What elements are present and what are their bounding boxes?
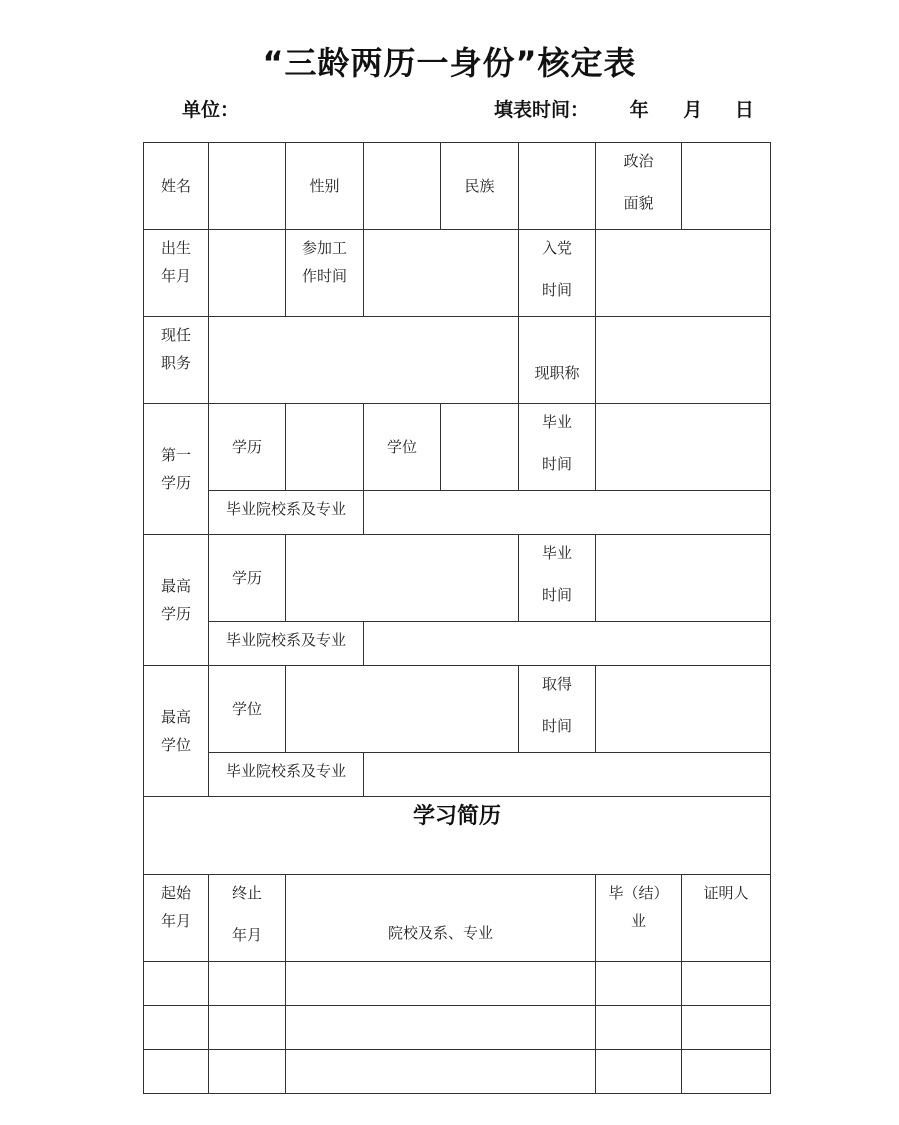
highest-grad-time-field[interactable] bbox=[596, 535, 771, 622]
verification-form-table bbox=[143, 142, 771, 1094]
school-major-cell[interactable] bbox=[286, 1050, 596, 1094]
position-field[interactable] bbox=[209, 317, 519, 404]
school-major-header: 院校及系、专业 bbox=[286, 875, 596, 962]
ethnicity-field[interactable] bbox=[519, 143, 596, 230]
work-start-label: 参加工 作时间 bbox=[286, 230, 364, 317]
highest-grad-time-label: 毕业 时间 bbox=[519, 535, 596, 622]
unit-label: 单位： bbox=[182, 99, 240, 121]
day-label: 日 bbox=[734, 99, 754, 121]
start-date-cell[interactable] bbox=[144, 962, 209, 1006]
highest-edu-field[interactable] bbox=[286, 535, 519, 622]
birth-field[interactable] bbox=[209, 230, 286, 317]
end-date-cell[interactable] bbox=[209, 1050, 286, 1094]
table-row bbox=[144, 962, 771, 1006]
gender-field[interactable] bbox=[364, 143, 441, 230]
highest-school-label: 毕业院校系及专业 bbox=[209, 622, 364, 666]
start-date-cell[interactable] bbox=[144, 1006, 209, 1050]
first-edu-degree-label: 学位 bbox=[364, 404, 441, 491]
party-join-field[interactable] bbox=[596, 230, 771, 317]
first-grad-time-label: 毕业 时间 bbox=[519, 404, 596, 491]
work-start-field[interactable] bbox=[364, 230, 519, 317]
fill-time-label: 填表时间： bbox=[494, 99, 590, 121]
end-date-cell[interactable] bbox=[209, 962, 286, 1006]
graduation-cell[interactable] bbox=[596, 962, 682, 1006]
highest-school-field[interactable] bbox=[364, 622, 771, 666]
highest-degree-field[interactable] bbox=[286, 666, 519, 753]
school-major-cell[interactable] bbox=[286, 962, 596, 1006]
fill-time bbox=[494, 95, 754, 122]
highest-degree-deg-label: 学位 bbox=[209, 666, 286, 753]
title-rank-field[interactable] bbox=[596, 317, 771, 404]
first-school-field[interactable] bbox=[364, 491, 771, 535]
graduation-cell[interactable] bbox=[596, 1006, 682, 1050]
name-label: 姓名 bbox=[144, 143, 209, 230]
first-edu-field[interactable] bbox=[286, 404, 364, 491]
party-join-label: 入党 时间 bbox=[519, 230, 596, 317]
gender-label: 性别 bbox=[286, 143, 364, 230]
degree-school-label: 毕业院校系及专业 bbox=[209, 753, 364, 797]
school-major-cell[interactable] bbox=[286, 1006, 596, 1050]
witness-header: 证明人 bbox=[682, 875, 771, 962]
degree-obtain-time-field[interactable] bbox=[596, 666, 771, 753]
position-label: 现任 职务 bbox=[144, 317, 209, 404]
first-degree-field[interactable] bbox=[441, 404, 519, 491]
first-edu-edu-label: 学历 bbox=[209, 404, 286, 491]
degree-school-field[interactable] bbox=[364, 753, 771, 797]
title-rank-label: 现职称 bbox=[519, 317, 596, 404]
table-row bbox=[144, 1050, 771, 1094]
study-history-title: 学习简历 bbox=[144, 797, 771, 875]
birth-label: 出生 年月 bbox=[144, 230, 209, 317]
degree-obtain-time-label: 取得 时间 bbox=[519, 666, 596, 753]
witness-cell[interactable] bbox=[682, 1050, 771, 1094]
ethnicity-label: 民族 bbox=[441, 143, 519, 230]
name-field[interactable] bbox=[209, 143, 286, 230]
year-label: 年 bbox=[629, 99, 649, 121]
first-school-label: 毕业院校系及专业 bbox=[209, 491, 364, 535]
end-date-cell[interactable] bbox=[209, 1006, 286, 1050]
witness-cell[interactable] bbox=[682, 1006, 771, 1050]
end-date-header: 终止 年月 bbox=[209, 875, 286, 962]
first-edu-label: 第一 学历 bbox=[144, 404, 209, 535]
start-date-header: 起始 年月 bbox=[144, 875, 209, 962]
political-label: 政治 面貌 bbox=[596, 143, 682, 230]
month-label: 月 bbox=[683, 99, 703, 121]
witness-cell[interactable] bbox=[682, 962, 771, 1006]
first-grad-time-field[interactable] bbox=[596, 404, 771, 491]
highest-degree-label: 最高 学位 bbox=[144, 666, 209, 797]
highest-edu-label: 最高 学历 bbox=[144, 535, 209, 666]
table-row bbox=[144, 1006, 771, 1050]
highest-edu-edu-label: 学历 bbox=[209, 535, 286, 622]
political-field[interactable] bbox=[682, 143, 771, 230]
graduation-cell[interactable] bbox=[596, 1050, 682, 1094]
form-title: “三龄两历一身份”核定表 bbox=[262, 44, 637, 82]
start-date-cell[interactable] bbox=[144, 1050, 209, 1094]
graduation-header: 毕（结） 业 bbox=[596, 875, 682, 962]
